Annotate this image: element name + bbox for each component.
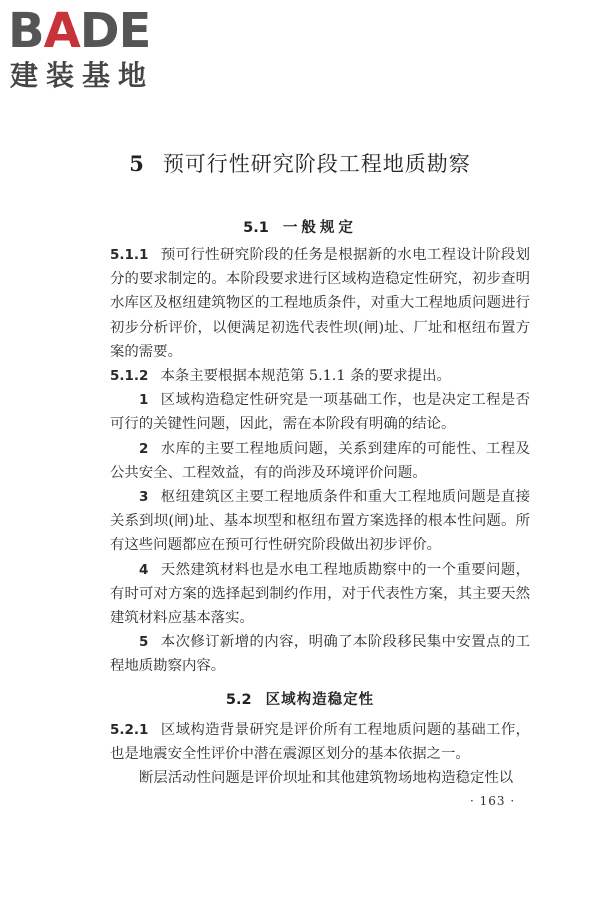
list-item-3 — [110, 485, 530, 558]
item-text: 枢纽建筑区主要工程地质条件和重大工程地质问题是直接关系到坝(闸)址、基本坝型和枢纽布置方案选择的根本性问题。所有这些问题都应在预可行性研究阶段做出初步评价。 — [110, 489, 530, 554]
section-body-5-2 — [110, 718, 530, 791]
item-number: 4 — [139, 561, 149, 578]
item-number: 2 — [139, 440, 149, 457]
item-number: 5 — [139, 634, 149, 651]
logo-wordmark — [8, 3, 151, 59]
section-number: 5.1 — [243, 220, 269, 236]
section-heading-5-2 — [0, 688, 600, 709]
logo-letters: B — [8, 3, 44, 59]
item-text: 天然建筑材料也是水电工程地质勘察中的一个重要问题，有时可对方案的选择起到制约作用，对于代表性方案，其主要天然建筑材料应基本落实。 — [110, 561, 530, 627]
clause-5-1-2 — [110, 364, 530, 388]
item-number: 1 — [139, 392, 149, 409]
list-item-4 — [110, 558, 530, 631]
chapter-title — [0, 148, 600, 178]
item-text: 区域构造稳定性研究是一项基础工作，也是决定工程是否可行的关键性问题，因此，需在本阶段有明确的结论。 — [110, 392, 530, 433]
section-body-5-1 — [110, 243, 530, 679]
clause-5-1-1 — [110, 243, 530, 364]
section-title: 区域构造稳定性 — [265, 692, 375, 708]
clause-number: 5.1.2 — [110, 368, 149, 385]
section-heading-5-1 — [0, 216, 600, 237]
chapter-title-text: 预可行性研究阶段工程地质勘察 — [162, 152, 471, 176]
list-item-1 — [110, 388, 530, 436]
clause-5-2-1 — [110, 718, 530, 766]
list-item-2 — [110, 437, 530, 485]
clause-text: 预可行性研究阶段的任务是根据新的水电工程设计阶段划分的要求制定的。本阶段要求进行区域构造稳定性研究，初步查明水库区及枢纽建筑物区的工程地质条件，对重大工程地质问题进行初步分析评价，以便满足初选代表性坝(闸)址、厂址和枢纽布置方案的需要。 — [110, 247, 530, 360]
chapter-number: 5 — [129, 151, 145, 176]
paragraph-continuation: 断层活动性问题是评价坝址和其他建筑物场地构造稳定性以 — [139, 770, 514, 787]
section-title: 一般规定 — [282, 220, 357, 236]
page-number: · 163 · — [470, 794, 516, 808]
clause-number: 5.1.1 — [110, 247, 149, 263]
item-text: 本次修订新增的内容，明确了本阶段移民集中安置点的工程地质勘察内容。 — [110, 634, 530, 675]
clause-text: 区域构造背景研究是评价所有工程地质问题的基础工作，也是地震安全性评价中潜在震源区划分的基本依据之一。 — [110, 722, 530, 763]
item-text: 水库的主要工程地质问题，关系到建库的可能性、工程及公共安全、工程效益，有的尚涉及环境评价问题。 — [110, 440, 530, 481]
section-number: 5.2 — [225, 692, 252, 708]
clause-number: 5.2.1 — [110, 722, 149, 738]
logo-letters-rest: DE — [79, 3, 151, 59]
logo-subtitle: 建装基地 — [10, 59, 155, 92]
list-item-5 — [110, 630, 530, 678]
clause-text: 本条主要根据本规范第 5.1.1 条的要求提出。 — [160, 368, 451, 385]
logo-accent-letter: A — [43, 3, 80, 59]
item-number: 3 — [139, 489, 149, 506]
logo — [8, 3, 183, 96]
